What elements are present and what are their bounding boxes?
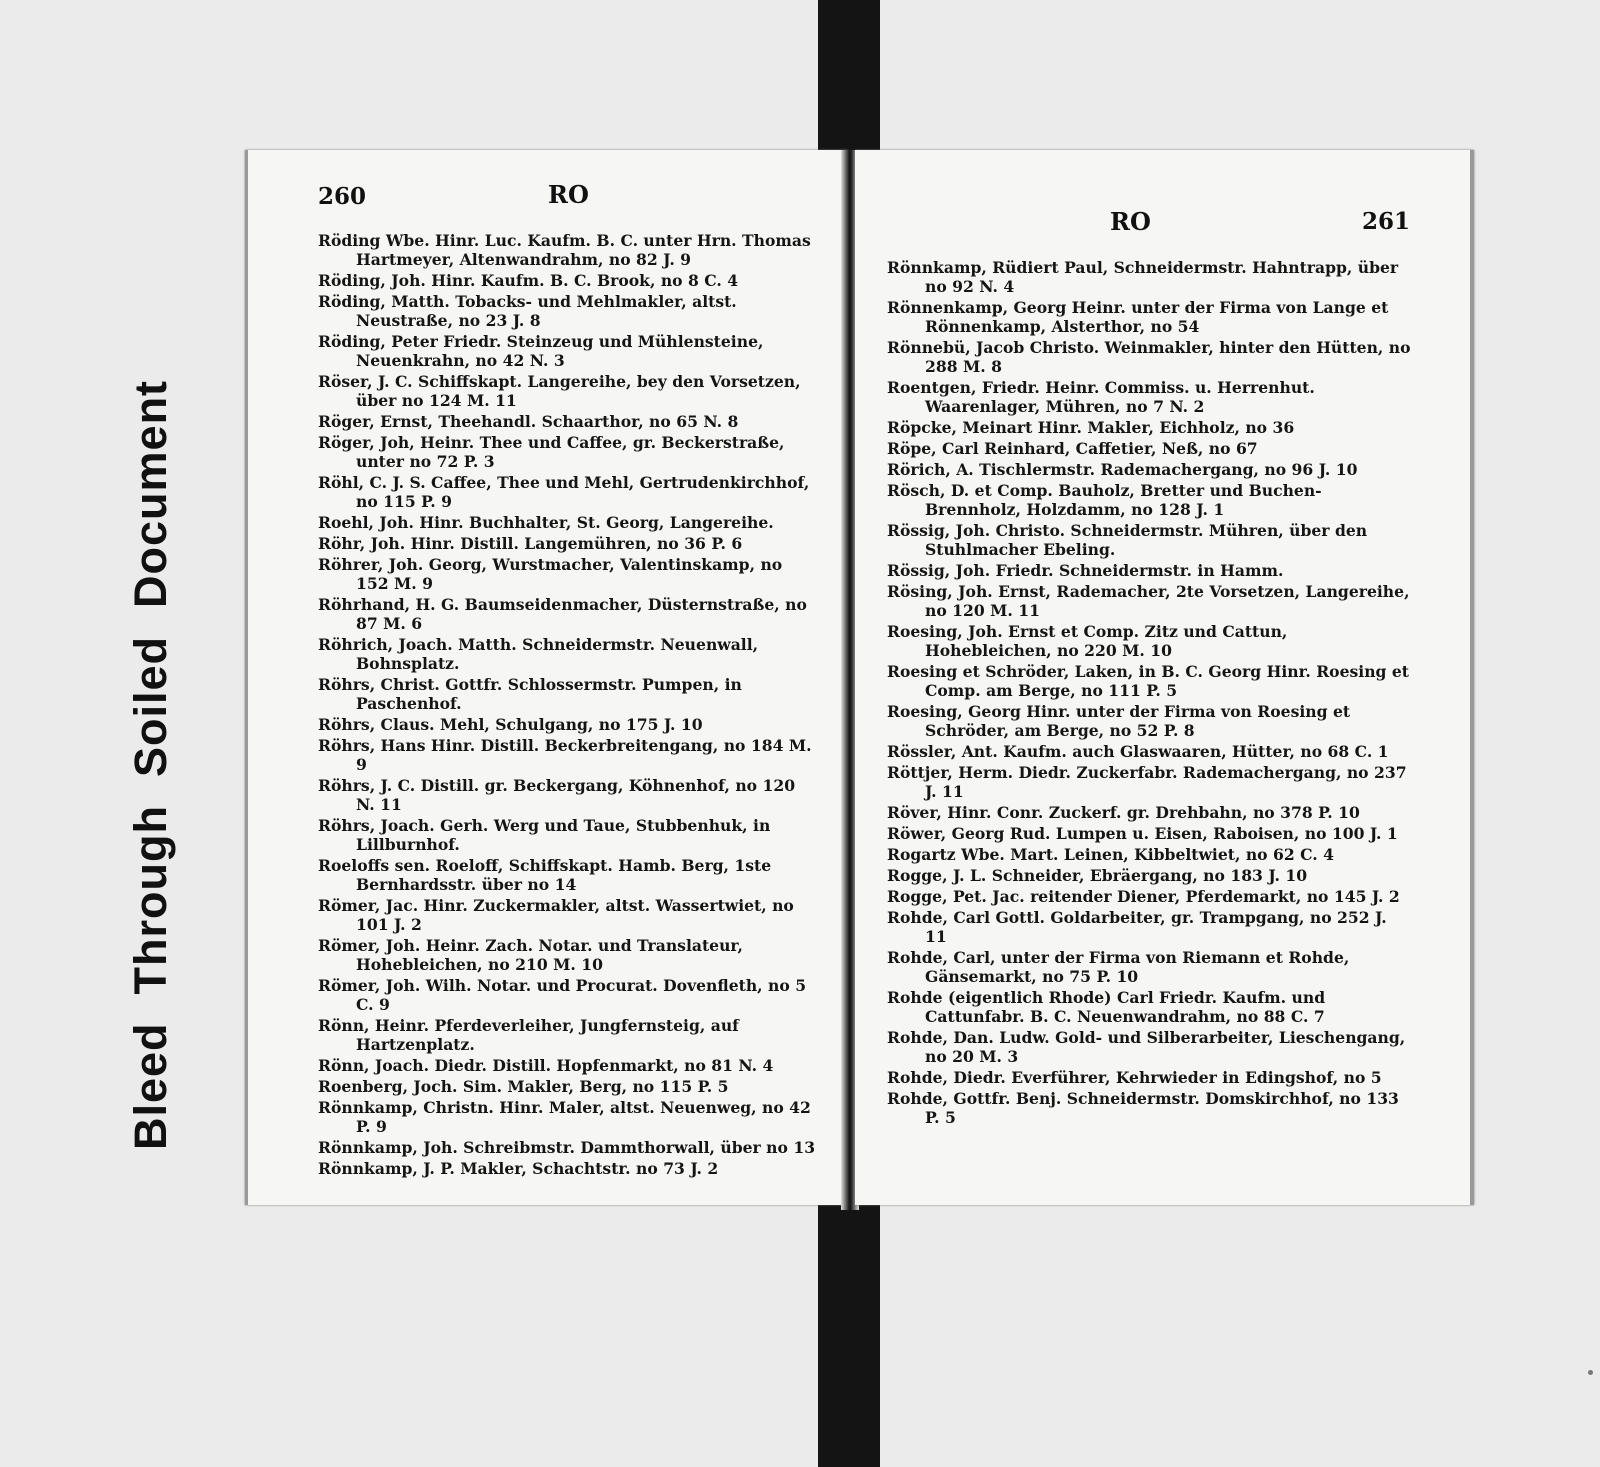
directory-entry: Rönnebü, Jacob Christo. Weinmakler, hinter den Hütten, no 288 M. 8 (887, 338, 1411, 376)
directory-entry: Röhrs, Christ. Gottfr. Schlossermstr. Pumpen, in Paschenhof. (318, 675, 742, 713)
directory-entry: Röser, J. C. Schiffskapt. Langereihe, bey den Vorsetzen, über no 124 M. 11 (318, 372, 801, 410)
directory-entry: Rogge, J. L. Schneider, Ebräergang, no 183 J. 10 (887, 866, 1308, 885)
directory-entry: Römer, Jac. Hinr. Zuckermakler, altst. Wassertwiet, no 101 J. 2 (318, 896, 794, 934)
watermark-label (125, 170, 177, 1150)
directory-entry: Roesing, Joh. Ernst et Comp. Zitz und Cattun, Hohebleichen, no 220 M. 10 (887, 622, 1288, 660)
directory-entry: Rönnkamp, Christn. Hinr. Maler, altst. Neuenweg, no 42 P. 9 (318, 1098, 811, 1136)
directory-entry: Röding, Joh. Hinr. Kaufm. B. C. Brook, no 8 C. 4 (318, 271, 739, 290)
directory-entry: Roenberg, Joch. Sim. Makler, Berg, no 115 P. 5 (318, 1077, 729, 1096)
directory-entry: Rohde, Dan. Ludw. Gold- und Silberarbeiter, Lieschengang, no 20 M. 3 (887, 1028, 1406, 1066)
directory-entry: Röding, Peter Friedr. Steinzeug und Mühlensteine, Neuenkrahn, no 42 N. 3 (318, 332, 764, 370)
page-number: 261 (1361, 208, 1410, 235)
directory-entry: Roesing, Georg Hinr. unter der Firma von Roesing et Schröder, am Berge, no 52 P. 8 (887, 702, 1351, 740)
watermark-word: Document (125, 379, 176, 608)
directory-entry: Röhrs, Hans Hinr. Distill. Beckerbreitengang, no 184 M. 9 (318, 736, 812, 774)
directory-entry: Röhrer, Joh. Georg, Wurstmacher, Valentinskamp, no 152 M. 9 (318, 555, 783, 593)
directory-entry: Rönnenkamp, Georg Heinr. unter der Firma von Lange et Rönnenkamp, Alsterthor, no 54 (887, 298, 1389, 336)
directory-entry: Röhrich, Joach. Matth. Schneidermstr. Neuenwall, Bohnsplatz. (318, 635, 759, 673)
watermark-word: Bleed (125, 1022, 176, 1150)
directory-entry: Rössig, Joh. Friedr. Schneidermstr. in Hamm. (887, 561, 1284, 580)
directory-entry: Rogge, Pet. Jac. reitender Diener, Pferdemarkt, no 145 J. 2 (887, 887, 1400, 906)
directory-entry: Röger, Ernst, Theehandl. Schaarthor, no 65 N. 8 (318, 412, 739, 431)
directory-entry: Rohde, Diedr. Everführer, Kehrwieder in Edingshof, no 5 (887, 1068, 1382, 1087)
left-page (245, 150, 848, 1205)
running-head: RO (1110, 207, 1151, 236)
directory-entry: Röger, Joh, Heinr. Thee und Caffee, gr. Beckerstraße, unter no 72 P. 3 (318, 433, 785, 471)
directory-entry: Roehl, Joh. Hinr. Buchhalter, St. Georg, Langereihe. (318, 513, 774, 532)
directory-entry: Roesing et Schröder, Laken, in B. C. Georg Hinr. Roesing et Comp. am Berge, no 111 P. 5 (887, 662, 1409, 700)
smudge-mark (1588, 1370, 1593, 1375)
directory-entry: Röttjer, Herm. Diedr. Zuckerfabr. Rademachergang, no 237 J. 11 (887, 763, 1407, 801)
directory-entry: Rohde, Carl Gottl. Goldarbeiter, gr. Trampgang, no 252 J. 11 (887, 908, 1387, 946)
directory-entry: Rösch, D. et Comp. Bauholz, Bretter und Buchen-Brennholz, Holzdamm, no 128 J. 1 (887, 481, 1322, 519)
directory-entry: Röhrs, Claus. Mehl, Schulgang, no 175 J. 10 (318, 715, 703, 734)
directory-entry: Rohde (eigentlich Rhode) Carl Friedr. Kaufm. und Cattunfabr. B. C. Neuenwandrahm, no 88 C. 7 (887, 988, 1326, 1026)
directory-entry: Rohde, Carl, unter der Firma von Riemann et Rohde, Gänsemarkt, no 75 P. 10 (887, 948, 1350, 986)
directory-entries (318, 231, 818, 1180)
directory-entry: Röhrs, Joach. Gerh. Werg und Taue, Stubbenhuk, in Lillburnhof. (318, 816, 771, 854)
open-book (245, 150, 1470, 1210)
directory-entry: Rohde, Gottfr. Benj. Schneidermstr. Domskirchhof, no 133 P. 5 (887, 1089, 1399, 1127)
directory-entry: Röhrhand, H. G. Baumseidenmacher, Düsternstraße, no 87 M. 6 (318, 595, 807, 633)
directory-entry: Rössler, Ant. Kaufm. auch Glaswaaren, Hütter, no 68 C. 1 (887, 742, 1389, 761)
directory-entry: Röding Wbe. Hinr. Luc. Kaufm. B. C. unter Hrn. Thomas Hartmeyer, Altenwandrahm, no 82 J. 9 (318, 231, 811, 269)
directory-entry: Rönnkamp, J. P. Makler, Schachtstr. no 73 J. 2 (318, 1159, 719, 1178)
directory-entry: Röhrs, J. C. Distill. gr. Beckergang, Köhnenhof, no 120 N. 11 (318, 776, 796, 814)
directory-entry: Rogartz Wbe. Mart. Leinen, Kibbeltwiet, no 62 C. 4 (887, 845, 1334, 864)
page-number: 260 (318, 183, 367, 210)
directory-entry: Rösing, Joh. Ernst, Rademacher, 2te Vorsetzen, Langereihe, no 120 M. 11 (887, 582, 1410, 620)
right-page (855, 150, 1474, 1205)
directory-entry: Röpcke, Meinart Hinr. Makler, Eichholz, no 36 (887, 418, 1295, 437)
directory-entry: Römer, Joh. Heinr. Zach. Notar. und Translateur, Hohebleichen, no 210 M. 10 (318, 936, 743, 974)
directory-entry: Röhr, Joh. Hinr. Distill. Langemühren, no 36 P. 6 (318, 534, 743, 553)
directory-entry: Roentgen, Friedr. Heinr. Commiss. u. Herrenhut. Waarenlager, Mühren, no 7 N. 2 (887, 378, 1315, 416)
directory-entry: Röpe, Carl Reinhard, Caffetier, Neß, no 67 (887, 439, 1258, 458)
directory-entry: Rönn, Heinr. Pferdeverleiher, Jungfernsteig, auf Hartzenplatz. (318, 1016, 739, 1054)
directory-entry: Röhl, C. J. S. Caffee, Thee und Mehl, Gertrudenkirchhof, no 115 P. 9 (318, 473, 810, 511)
directory-entry: Röver, Hinr. Conr. Zuckerf. gr. Drehbahn, no 378 P. 10 (887, 803, 1360, 822)
directory-entry: Rönn, Joach. Diedr. Distill. Hopfenmarkt, no 81 N. 4 (318, 1056, 774, 1075)
directory-entry: Rörich, A. Tischlermstr. Rademachergang, no 96 J. 10 (887, 460, 1358, 479)
running-head: RO (548, 180, 589, 209)
directory-entry: Rössig, Joh. Christo. Schneidermstr. Mühren, über den Stuhlmacher Ebeling. (887, 521, 1368, 559)
directory-entries (887, 258, 1412, 1129)
directory-entry: Römer, Joh. Wilh. Notar. und Procurat. Dovenfleth, no 5 C. 9 (318, 976, 807, 1014)
watermark-word: Through (125, 805, 176, 995)
directory-entry: Röding, Matth. Tobacks- und Mehlmakler, altst. Neustraße, no 23 J. 8 (318, 292, 737, 330)
directory-entry: Roeloffs sen. Roeloff, Schiffskapt. Hamb. Berg, 1ste Bernhardsstr. über no 14 (318, 856, 772, 894)
watermark-word: Soiled (125, 635, 176, 777)
directory-entry: Röwer, Georg Rud. Lumpen u. Eisen, Raboisen, no 100 J. 1 (887, 824, 1398, 843)
directory-entry: Rönnkamp, Rüdiert Paul, Schneidermstr. Hahntrapp, über no 92 N. 4 (887, 258, 1399, 296)
directory-entry: Rönnkamp, Joh. Schreibmstr. Dammthorwall, über no 13 (318, 1138, 816, 1157)
